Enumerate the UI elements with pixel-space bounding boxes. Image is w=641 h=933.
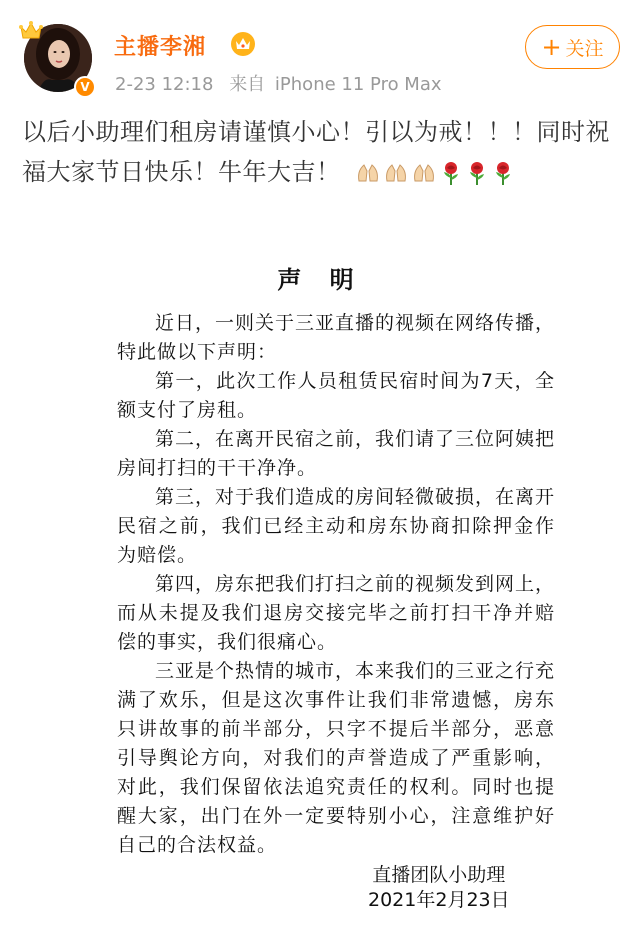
signature-name: 直播团队小助理 (372, 864, 506, 886)
post-time: 2-23 12:18 (115, 74, 214, 95)
crown-icon (18, 18, 44, 44)
rose-icon (439, 160, 463, 186)
post-text-content: 以后小助理们租房请谨慎小心！引以为戒！！！同时祝福大家节日快乐！牛年大吉！ (22, 118, 610, 186)
statement-signature (368, 863, 510, 913)
follow-label: 关注 (565, 37, 604, 60)
statement-paragraph: 三亚是个热情的城市，本来我们的三亚之行充满了欢乐，但是这次事件让我们非常遗憾，房东只讲故事的前半部分，只字不提后半部分，恶意引导舆论方向，对我们的声誉造成了严重影响，对此，我们保留依法追究责任的权利。同时也提醒大家，出门在外一定要特别小心，注意维护好自己的合法权益。 (117, 660, 556, 856)
emoji-row (355, 160, 517, 186)
source-device[interactable]: iPhone 11 Pro Max (274, 74, 442, 95)
pray-icon (383, 161, 409, 185)
statement-paragraph: 近日，一则关于三亚直播的视频在网络传播，特此做以下声明： (117, 312, 556, 363)
statement-paragraph: 第四，房东把我们打扫之前的视频发到网上，而从未提及我们退房交接完毕之前打扫干净并赔偿的事实，我们很痛心。 (117, 573, 556, 653)
plus-icon: + (541, 33, 562, 61)
statement-body (117, 309, 555, 860)
statement-paragraph: 第一，此次工作人员租赁民宿时间为7天，全额支付了房租。 (117, 370, 555, 421)
follow-button[interactable] (525, 25, 620, 69)
pray-icon (355, 161, 381, 185)
statement-paragraph: 第二，在离开民宿之前，我们请了三位阿姨把房间打扫的干干净净。 (117, 428, 556, 479)
statement-paragraph: 第三，对于我们造成的房间轻微破损，在离开民宿之前，我们已经主动和房东协商扣除押金作为赔偿。 (117, 486, 556, 566)
verified-v-icon: V (74, 76, 96, 98)
post-text (22, 112, 622, 192)
crown-vip-icon (230, 31, 256, 57)
post-meta (115, 70, 442, 96)
statement-title: 声 明 (277, 266, 364, 294)
source-label: 来自 (229, 74, 266, 95)
statement-image[interactable] (0, 245, 641, 933)
post-header (0, 0, 641, 110)
signature-date: 2021年2月23日 (368, 889, 510, 911)
rose-icon (491, 160, 515, 186)
rose-icon (465, 160, 489, 186)
avatar[interactable] (18, 18, 98, 98)
author-name[interactable]: 主播李湘 (114, 35, 207, 60)
pray-icon (411, 161, 437, 185)
